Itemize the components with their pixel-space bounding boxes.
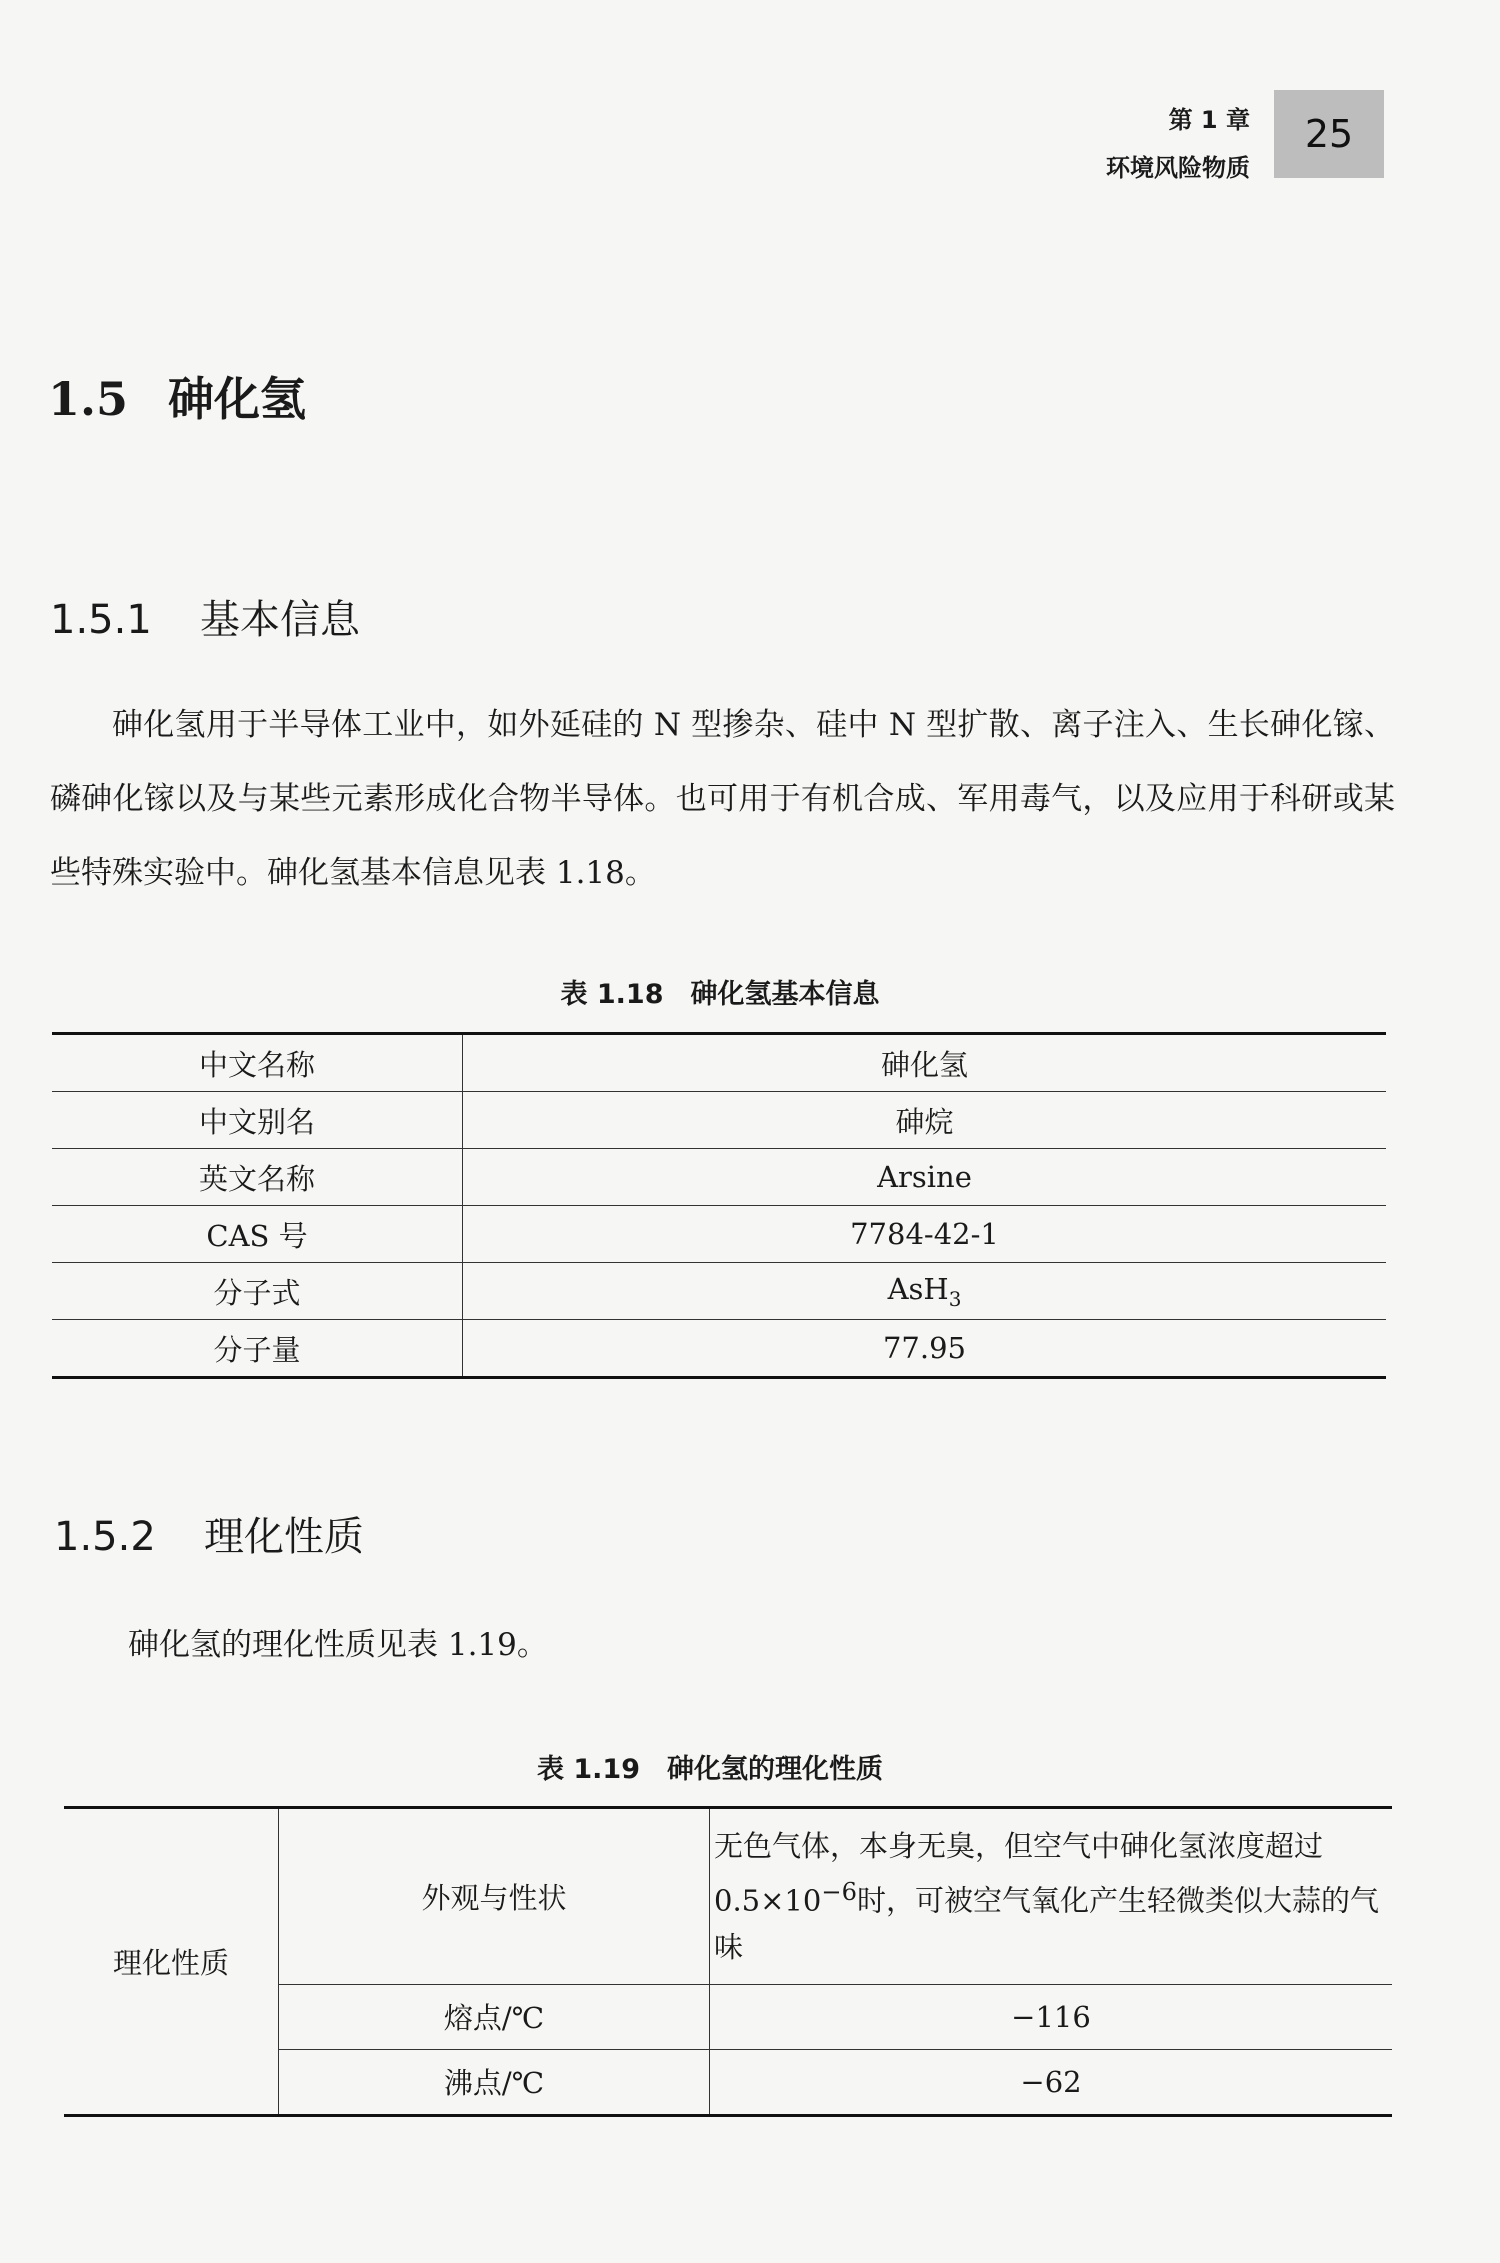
table-value: Arsine (463, 1149, 1387, 1206)
table-key: 分子式 (52, 1263, 463, 1320)
page-number: 25 (1304, 112, 1354, 156)
table-basic-info (52, 1032, 1386, 1379)
section-title: 砷化氢 (168, 372, 306, 426)
table-row (52, 1149, 1386, 1206)
subsection-number: 1.5.1 (50, 597, 152, 643)
table-row (52, 1034, 1386, 1092)
table-key: 外观与性状 (279, 1808, 710, 1985)
paragraph-properties: 砷化氢的理化性质见表 1.19。 (128, 1627, 548, 1663)
subsection-number: 1.5.2 (54, 1514, 156, 1560)
table-key: 英文名称 (52, 1149, 463, 1206)
table-group-label: 理化性质 (64, 1808, 279, 2116)
table-caption-properties: 表 1.19 砷化氢的理化性质 (536, 1754, 884, 1785)
table-key: 中文别名 (52, 1092, 463, 1149)
table-properties (64, 1806, 1392, 2117)
table-row (52, 1320, 1386, 1378)
table-key: 沸点/℃ (279, 2049, 710, 2115)
table-value: −116 (710, 1984, 1393, 2049)
table-row (52, 1263, 1386, 1320)
table-key: CAS 号 (52, 1206, 463, 1263)
paragraph-intro: 砷化氢用于半导体工业中，如外延硅的 N 型掺杂、硅中 N 型扩散、离子注入、生长砷化镓、磷砷化镓以及与某些元素形成化合物半导体。也可用于有机合成、军用毒气，以及应用于科研或某些特殊实验中。砷化氢基本信息见表 1.18。 (50, 707, 1395, 891)
section-number: 1.5 (48, 372, 129, 426)
table-row (52, 1092, 1386, 1149)
running-header-chapter-name: 环境风险物质 (1106, 154, 1250, 182)
table-value: 砷烷 (463, 1092, 1387, 1149)
table-row (52, 1206, 1386, 1263)
subsection-title: 理化性质 (204, 1514, 364, 1560)
table-value: 7784-42-1 (463, 1206, 1387, 1263)
value-text-post: 时，可被空气氧化产生轻微类似大蒜的气味 (714, 1883, 1379, 1964)
page-number-box (1274, 90, 1384, 178)
formula-main: AsH (887, 1271, 949, 1306)
table-caption-basic-info: 表 1.18 砷化氢基本信息 (560, 979, 880, 1010)
running-header-chapter: 第 1 章 (1168, 106, 1250, 134)
table-value: 77.95 (882, 1331, 967, 1365)
subsection-heading-properties (54, 1505, 364, 1562)
table-value: 砷化氢 (463, 1034, 1387, 1092)
table-row (64, 1808, 1392, 1985)
table-key: 分子量 (52, 1320, 463, 1378)
table-key: 中文名称 (52, 1034, 463, 1092)
formula-subscript: 3 (948, 1286, 962, 1311)
table-value (710, 1808, 1393, 1985)
subsection-heading-basic-info (50, 588, 360, 645)
table-key: 熔点/℃ (279, 1984, 710, 2049)
value-text-pre: 无色气体，本身无臭，但空气中砷化氢浓度超过 0.5×10 (714, 1829, 1324, 1918)
table-value-formula (463, 1263, 1387, 1320)
value-superscript: −6 (821, 1878, 857, 1906)
subsection-title: 基本信息 (200, 597, 360, 643)
table-value: −62 (1020, 2064, 1082, 2099)
section-heading (48, 363, 306, 429)
